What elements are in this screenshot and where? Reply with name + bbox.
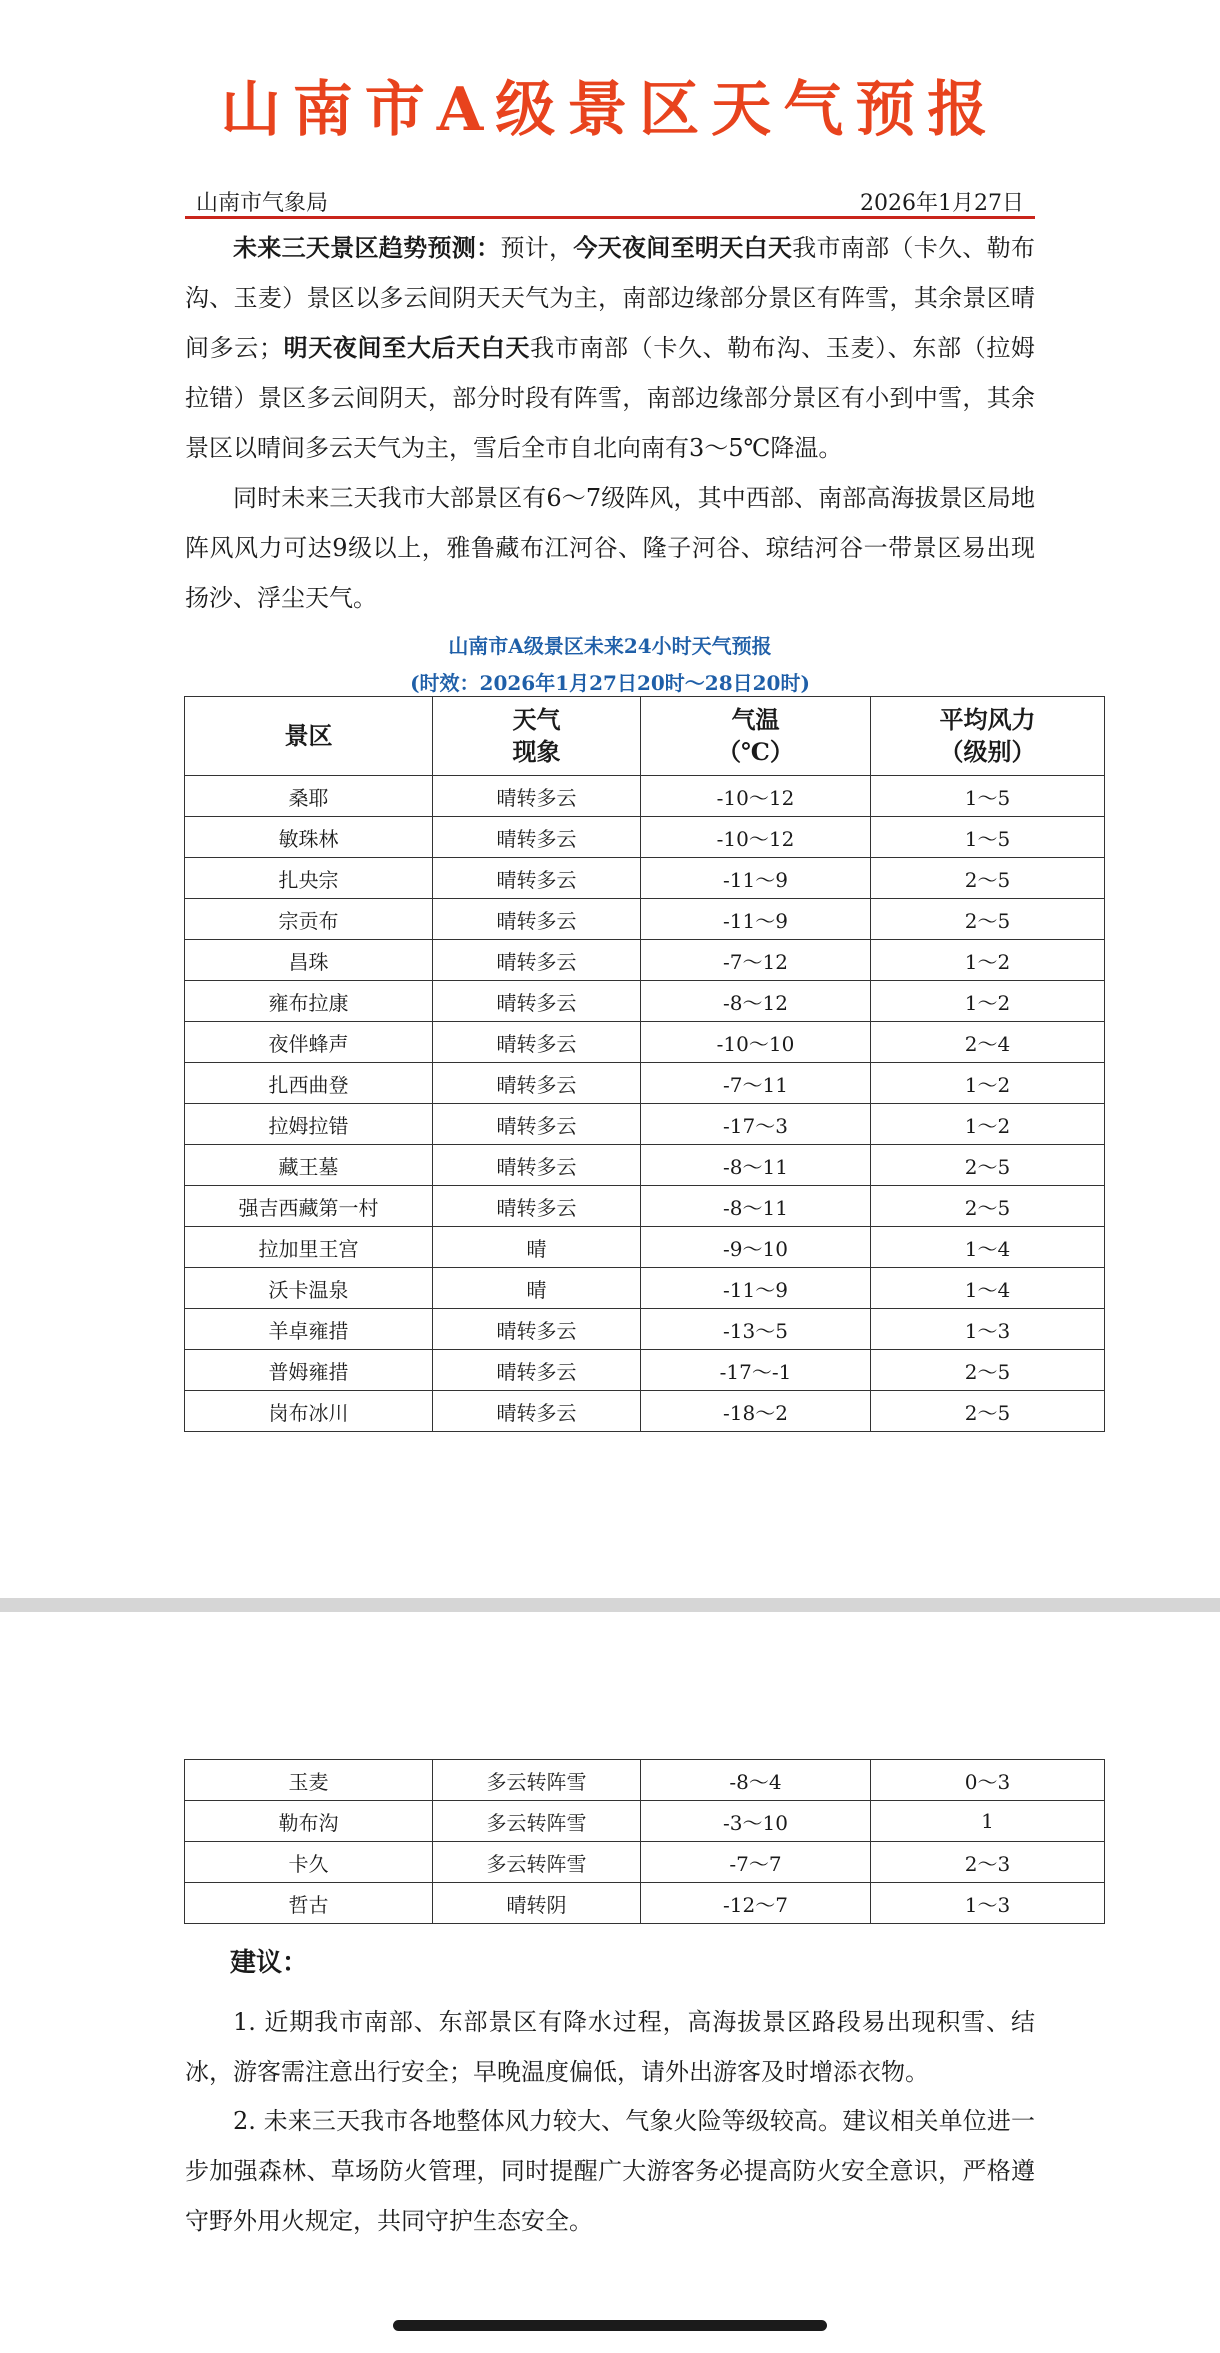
- area-cell: 扎西曲登: [185, 1063, 433, 1104]
- home-indicator[interactable]: [393, 2320, 827, 2331]
- temperature-cell: -8～11: [641, 1186, 871, 1227]
- advice-item-1: 1. 近期我市南部、东部景区有降水过程，高海拔景区路段易出现积雪、结冰，游客需注意出行安全；早晚温度偏低，请外出游客及时增添衣物。: [185, 2008, 1035, 2086]
- temperature-cell: -8～12: [641, 981, 871, 1022]
- weather-cell: 多云转阵雪: [433, 1842, 641, 1883]
- temperature-cell: -12～7: [641, 1883, 871, 1924]
- weather-cell: 晴转多云: [433, 899, 641, 940]
- table-row: [185, 817, 1105, 858]
- wind-cell: 1～2: [871, 981, 1105, 1022]
- table-row: [185, 776, 1105, 817]
- temperature-cell: -10～12: [641, 817, 871, 858]
- temperature-cell: -7～7: [641, 1842, 871, 1883]
- area-cell: 卡久: [185, 1842, 433, 1883]
- forecast-lead: 未来三天景区趋势预测：: [233, 233, 501, 262]
- table-row: [185, 1145, 1105, 1186]
- wind-cell: 1～3: [871, 1309, 1105, 1350]
- forecast-paragraph-1: [185, 223, 1035, 473]
- wind-cell: 1: [871, 1801, 1105, 1842]
- header-rule: [185, 216, 1035, 219]
- issue-date: 2026年1月27日: [860, 191, 1024, 216]
- table-row: [185, 1063, 1105, 1104]
- table-row: [185, 1391, 1105, 1432]
- table-row: [185, 1842, 1105, 1883]
- weather-cell: 晴转多云: [433, 1104, 641, 1145]
- wind-cell: 1～4: [871, 1268, 1105, 1309]
- temperature-cell: -7～11: [641, 1063, 871, 1104]
- weather-cell: 多云转阵雪: [433, 1760, 641, 1801]
- area-cell: 拉姆拉错: [185, 1104, 433, 1145]
- weather-cell: 晴: [433, 1227, 641, 1268]
- area-cell: 扎央宗: [185, 858, 433, 899]
- wind-cell: 0～3: [871, 1760, 1105, 1801]
- wind-cell: 2～5: [871, 1186, 1105, 1227]
- weather-table: [184, 696, 1105, 1432]
- wind-cell: 1～3: [871, 1883, 1105, 1924]
- area-cell: 玉麦: [185, 1760, 433, 1801]
- temperature-cell: -18～2: [641, 1391, 871, 1432]
- weather-cell: 晴转多云: [433, 858, 641, 899]
- wind-cell: 2～4: [871, 1022, 1105, 1063]
- table-row: [185, 940, 1105, 981]
- area-cell: 拉加里王宫: [185, 1227, 433, 1268]
- temperature-cell: -10～10: [641, 1022, 871, 1063]
- temperature-cell: -8～4: [641, 1760, 871, 1801]
- area-cell: 敏珠林: [185, 817, 433, 858]
- weather-table-continued: [184, 1759, 1105, 1924]
- wind-cell: 1～2: [871, 940, 1105, 981]
- temperature-cell: -8～11: [641, 1145, 871, 1186]
- table-row: [185, 1268, 1105, 1309]
- weather-cell: 晴转多云: [433, 1391, 641, 1432]
- table-period: (时效：2026年1月27日20时～28日20时): [410, 671, 810, 695]
- table-header-row: [185, 697, 1105, 776]
- area-cell: 昌珠: [185, 940, 433, 981]
- temperature-cell: -10～12: [641, 776, 871, 817]
- area-cell: 夜伴蜂声: [185, 1022, 433, 1063]
- area-cell: 羊卓雍措: [185, 1309, 433, 1350]
- advice-item-2: 2. 未来三天我市各地整体风力较大、气象火险等级较高。建议相关单位进一步加强森林、草场防火管理，同时提醒广大游客务必提高防火安全意识，严格遵守野外用火规定，共同守护生态安全。: [185, 2107, 1035, 2235]
- wind-cell: 2～5: [871, 858, 1105, 899]
- table-title: 山南市A级景区未来24小时天气预报: [448, 634, 772, 658]
- area-cell: 普姆雍措: [185, 1350, 433, 1391]
- temperature-cell: -13～5: [641, 1309, 871, 1350]
- table-row: [185, 899, 1105, 940]
- forecast-paragraph-2: 同时未来三天我市大部景区有6～7级阵风，其中西部、南部高海拔景区局地阵风风力可达9级以上，雅鲁藏布江河谷、隆子河谷、琼结河谷一带景区易出现扬沙、浮尘天气。: [185, 484, 1035, 612]
- weather-cell: 晴转多云: [433, 1186, 641, 1227]
- advice-heading: 建议：: [230, 1948, 309, 1978]
- wind-cell: 2～5: [871, 1350, 1105, 1391]
- area-cell: 岗布冰川: [185, 1391, 433, 1432]
- header-area: 景区: [185, 697, 433, 776]
- table-row: [185, 1022, 1105, 1063]
- area-cell: 哲古: [185, 1883, 433, 1924]
- wind-cell: 1～5: [871, 817, 1105, 858]
- weather-cell: 晴转多云: [433, 1309, 641, 1350]
- weather-cell: 晴转多云: [433, 1350, 641, 1391]
- table-row: [185, 1186, 1105, 1227]
- temperature-cell: -11～9: [641, 899, 871, 940]
- weather-cell: 晴转阴: [433, 1883, 641, 1924]
- temperature-cell: -11～9: [641, 1268, 871, 1309]
- table-row: [185, 981, 1105, 1022]
- forecast-text-3: 我市南部（卡久、勒布沟、玉麦）、东部（拉姆拉错）景区多云间阴天，部分时段有阵雪，南部边缘部分景区有小到中雪，其余景区以晴间多云天气为主，雪后全市自北向南有3～5℃降温。: [185, 334, 1036, 462]
- area-cell: 桑耶: [185, 776, 433, 817]
- area-cell: 宗贡布: [185, 899, 433, 940]
- table-row: [185, 1801, 1105, 1842]
- temperature-cell: -7～12: [641, 940, 871, 981]
- header-temperature: 气温 （℃）: [641, 697, 871, 776]
- document-title: 山南市A级景区天气预报: [220, 75, 1000, 145]
- temperature-cell: -9～10: [641, 1227, 871, 1268]
- weather-cell: 晴转多云: [433, 981, 641, 1022]
- wind-cell: 2～5: [871, 1391, 1105, 1432]
- temperature-cell: -11～9: [641, 858, 871, 899]
- weather-cell: 多云转阵雪: [433, 1801, 641, 1842]
- area-cell: 雍布拉康: [185, 981, 433, 1022]
- table-row: [185, 1104, 1105, 1145]
- header-weather: 天气 现象: [433, 697, 641, 776]
- temperature-cell: -17～3: [641, 1104, 871, 1145]
- wind-cell: 2～5: [871, 899, 1105, 940]
- header-wind: 平均风力 （级别）: [871, 697, 1105, 776]
- wind-cell: 1～2: [871, 1063, 1105, 1104]
- weather-cell: 晴转多云: [433, 817, 641, 858]
- weather-cell: 晴转多云: [433, 1022, 641, 1063]
- area-cell: 藏王墓: [185, 1145, 433, 1186]
- wind-cell: 1～5: [871, 776, 1105, 817]
- forecast-text-2: 我市南部（卡久、勒布沟、玉麦）景区以多云间阴天天气为主，南部边缘部分景区有阵雪，其余景区晴间多云；: [185, 234, 1035, 362]
- page-separator: [0, 1598, 1220, 1612]
- weather-cell: 晴: [433, 1268, 641, 1309]
- table-row: [185, 858, 1105, 899]
- area-cell: 强吉西藏第一村: [185, 1186, 433, 1227]
- table-row: [185, 1350, 1105, 1391]
- forecast-period-1: 今天夜间至明天白天: [573, 233, 793, 262]
- table-row: [185, 1309, 1105, 1350]
- weather-cell: 晴转多云: [433, 1145, 641, 1186]
- wind-cell: 1～2: [871, 1104, 1105, 1145]
- area-cell: 沃卡温泉: [185, 1268, 433, 1309]
- temperature-cell: -3～10: [641, 1801, 871, 1842]
- forecast-period-2: 明天夜间至大后天白天: [282, 333, 531, 362]
- temperature-cell: -17～-1: [641, 1350, 871, 1391]
- forecast-text-1: 预计，: [500, 234, 574, 262]
- wind-cell: 2～5: [871, 1145, 1105, 1186]
- weather-cell: 晴转多云: [433, 1063, 641, 1104]
- wind-cell: 2～3: [871, 1842, 1105, 1883]
- weather-cell: 晴转多云: [433, 940, 641, 981]
- table-row: [185, 1760, 1105, 1801]
- weather-cell: 晴转多云: [433, 776, 641, 817]
- table-row: [185, 1227, 1105, 1268]
- table-row: [185, 1883, 1105, 1924]
- issuer: 山南市气象局: [196, 191, 329, 216]
- wind-cell: 1～4: [871, 1227, 1105, 1268]
- area-cell: 勒布沟: [185, 1801, 433, 1842]
